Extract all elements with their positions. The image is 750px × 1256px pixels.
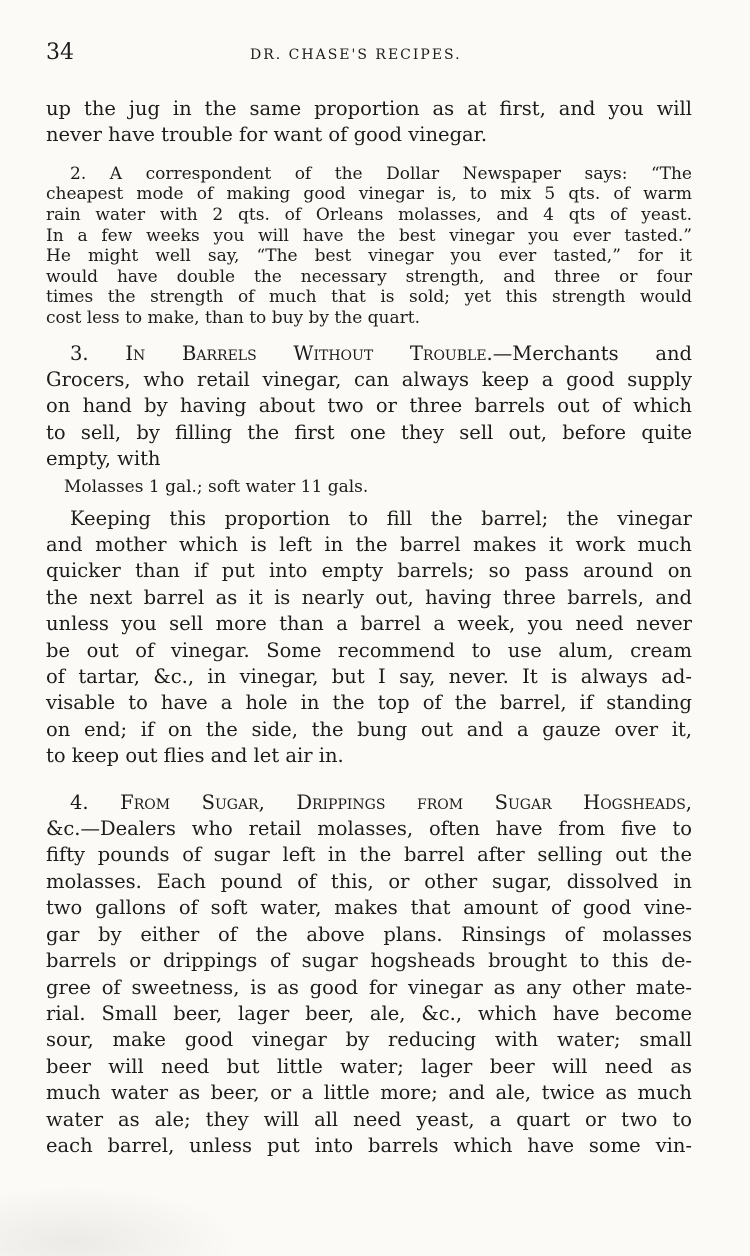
text-line: unless you sell more than a barrel a week, you need never	[46, 612, 692, 636]
paper-stain	[0, 1186, 240, 1256]
text-line: each barrel, unless put into barrels which have some vin-	[46, 1133, 692, 1157]
recipe-3-first-line	[46, 341, 692, 367]
text-line: rain water with 2 qts. of Orleans molasses, and 4 qts of yeast.	[46, 205, 692, 225]
text-line: cheapest mode of making good vinegar is, to mix 5 qts. of warm	[46, 184, 692, 205]
text-line: &c.—Dealers who retail molasses, often have from five to	[46, 817, 692, 841]
recipe-3-heading: In Barrels Without Trouble.	[125, 341, 493, 365]
running-head: DR. CHASE'S RECIPES.	[250, 47, 462, 63]
recipe-4-paragraph	[46, 790, 692, 1160]
recipe-3-number: 3.	[70, 341, 89, 365]
text-line: Grocers, who retail vinegar, can always keep a good supply	[46, 367, 692, 391]
recipe-3-heading-rest: —Merchants and	[492, 341, 692, 365]
recipe-4-heading: From Sugar, Drippings from Sugar Hogsheads,	[120, 790, 692, 814]
text-line: the next barrel as it is nearly out, having three barrels, and	[46, 585, 692, 609]
text-line: be out of vinegar. Some recommend to use alum, cream	[46, 638, 692, 662]
text-line: water as ale; they will all need yeast, a quart or two to	[46, 1107, 692, 1131]
book-page	[46, 40, 692, 1159]
intro-paragraph	[46, 96, 692, 149]
text-line: cost less to make, than to buy by the quart.	[46, 307, 420, 328]
text-line: fifty pounds of sugar left in the barrel after selling out the	[46, 843, 692, 867]
text-line: In a few weeks you will have the best vinegar you ever tasted.”	[46, 225, 692, 246]
text-line: gar by either of the above plans. Rinsings of molasses	[46, 922, 692, 946]
text-line: on end; if on the side, the bung out and a gauze over it,	[46, 717, 692, 741]
text-line: He might well say, “The best vinegar you ever tasted,” for it	[46, 246, 692, 267]
text-line: barrels or drippings of sugar hogsheads brought to this de-	[46, 949, 692, 973]
text-line: would have double the necessary strength, and three or four	[46, 266, 692, 287]
text-line: and mother which is left in the barrel makes it work much	[46, 533, 692, 556]
recipe-3-continuation	[46, 506, 692, 770]
text-line: molasses. Each pound of this, or other sugar, dissolved in	[46, 869, 692, 893]
text-line: on hand by having about two or three barrels out of which	[46, 394, 692, 418]
text-line: never have trouble for want of good vinegar.	[46, 123, 488, 147]
text-line: much water as beer, or a little more; and ale, twice as much	[46, 1081, 692, 1105]
page-header	[46, 40, 692, 80]
text-line: beer will need but little water; lager beer will need as	[46, 1054, 692, 1078]
recipe-2-paragraph	[46, 164, 692, 329]
text-line: rial. Small beer, lager beer, ale, &c., which have become	[46, 1001, 692, 1025]
text-line: quicker than if put into empty barrels; so pass around on	[46, 559, 692, 583]
text-line: sour, make good vinegar by reducing with water; small	[46, 1028, 692, 1052]
text-line: of tartar, &c., in vinegar, but I say, never. It is always ad-	[46, 665, 692, 689]
text-line: gree of sweetness, is as good for vinegar as any other mate-	[46, 975, 692, 999]
text-line: to sell, by filling the first one they sell out, before quite	[46, 420, 692, 444]
recipe-4-number: 4.	[70, 790, 89, 814]
text-line: up the jug in the same proportion as at first, and you will	[46, 97, 692, 120]
text-line: times the strength of much that is sold; yet this strength would	[46, 287, 692, 308]
text-line: Keeping this proportion to fill the barrel; the vinegar	[70, 506, 692, 530]
recipe-4-first-line	[46, 790, 692, 816]
text-line: two gallons of soft water, makes that amount of good vine-	[46, 896, 692, 920]
text-line: visable to have a hole in the top of the barrel, if standing	[46, 691, 692, 715]
text-line: 2. A correspondent of the Dollar Newspaper says: “The	[70, 163, 692, 184]
recipe-formula: Molasses 1 gal.; soft water 11 gals.	[64, 476, 369, 497]
text-line: to keep out flies and let air in.	[46, 744, 344, 768]
page-number: 34	[46, 40, 74, 65]
text-line: empty, with	[46, 447, 161, 471]
recipe-3-paragraph	[46, 341, 692, 473]
